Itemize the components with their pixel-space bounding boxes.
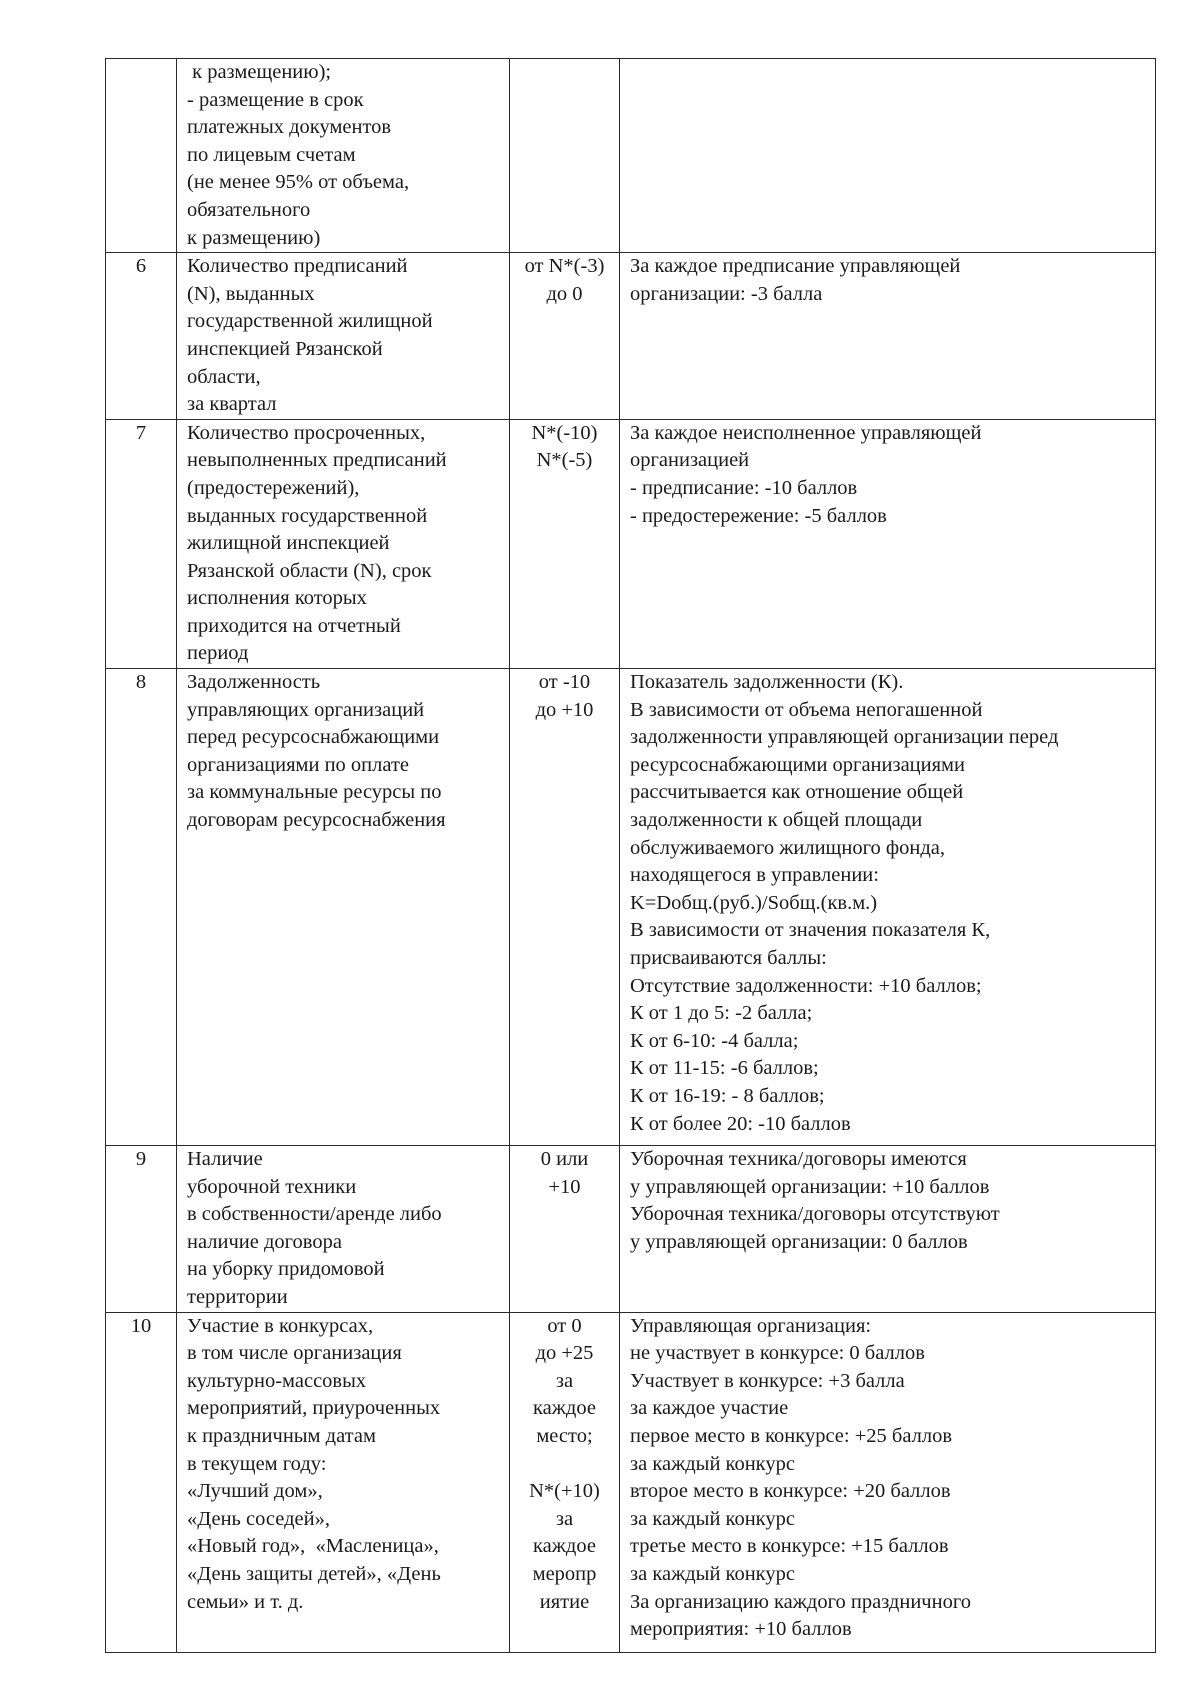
cell-line: от -10: [538, 671, 591, 694]
cell-line: мероприятий, приуроченных: [187, 1397, 441, 1420]
cell-line: Показатель задолженности (К).: [630, 671, 904, 694]
cell-line: за: [555, 1507, 574, 1530]
table-row: [106, 419, 1156, 668]
cell-line: в текущем году:: [187, 1452, 327, 1475]
cell-line: Количество предписаний: [187, 255, 408, 278]
cell-line: меропр: [532, 1562, 597, 1585]
table-row: [106, 59, 1156, 253]
cell-line: исполнения которых: [187, 587, 367, 610]
cell-line: платежных документов: [187, 116, 392, 139]
cell-line: рассчитывается как отношение общей: [630, 781, 964, 804]
criterion-name: [177, 59, 510, 253]
cell-line: К от 6-10: -4 балла;: [630, 1029, 799, 1052]
cell-line: «Новый год», «Масленица»,: [187, 1535, 439, 1558]
cell-line: от N*(-3): [524, 255, 605, 278]
cell-line: по лицевым счетам: [187, 143, 356, 166]
cell-line: - размещение в срок: [187, 88, 364, 111]
cell-line: период: [187, 642, 249, 665]
cell-line: «Лучший дом»,: [187, 1480, 323, 1503]
cell-line: Отсутствие задолженности: +10 баллов;: [630, 974, 982, 997]
cell-line: на уборку придомовой: [187, 1258, 385, 1281]
cell-line: невыполненных предписаний: [187, 449, 447, 472]
criterion-description: [620, 59, 1156, 253]
cell-line: организациями по оплате: [187, 753, 410, 776]
cell-line: территории: [187, 1286, 288, 1309]
cell-line: от 0: [547, 1314, 582, 1337]
cell-line: (N), выданных: [187, 282, 315, 305]
cell-line: третье место в конкурсе: +15 баллов: [630, 1535, 949, 1558]
criterion-description: [620, 419, 1156, 668]
cell-line: мероприятия: +10 баллов: [630, 1618, 852, 1641]
cell-line: наличие договора: [187, 1230, 342, 1253]
cell-line: каждое: [533, 1397, 596, 1420]
cell-line: до +25: [535, 1342, 594, 1365]
cell-line: Участие в конкурсах,: [187, 1314, 374, 1337]
cell-line: обслуживаемого жилищного фонда,: [630, 836, 945, 859]
cell-line: В зависимости от объема непогашенной: [630, 698, 983, 721]
cell-line: к размещению);: [187, 61, 332, 83]
table-row: [106, 669, 1156, 1146]
cell-line: за квартал: [187, 393, 277, 416]
cell-line: N*(+10): [529, 1480, 600, 1503]
cell-line: задолженности управляющей организации перед: [630, 726, 1059, 749]
cell-line: Участвует в конкурсе: +3 балла: [630, 1369, 905, 1392]
cell-line: у управляющей организации: +10 баллов: [630, 1175, 990, 1198]
cell-line: уборочной техники: [187, 1175, 357, 1198]
cell-line: В зависимости от значения показателя К,: [630, 919, 991, 942]
cell-line: - предписание: -10 баллов: [630, 476, 858, 499]
cell-line: не участвует в конкурсе: 0 баллов: [630, 1342, 925, 1365]
cell-line: Рязанской области (N), срок: [187, 559, 432, 582]
cell-line: N*(-5): [536, 449, 593, 472]
criterion-description: [620, 669, 1156, 1146]
criterion-name: [177, 1312, 510, 1652]
cell-line: (предостережений),: [187, 476, 360, 499]
cell-line: Количество просроченных,: [187, 421, 426, 444]
cell-line: +10: [548, 1175, 581, 1198]
cell-line: Задолженность: [187, 671, 321, 694]
criterion-score: [510, 1146, 620, 1313]
cell-line: организации: -3 балла: [630, 282, 823, 305]
cell-line: за коммунальные ресурсы по: [187, 781, 442, 804]
cell-line: К от более 20: -10 баллов: [630, 1112, 851, 1135]
cell-line: Уборочная техника/договоры отсутствуют: [630, 1203, 1000, 1226]
cell-line: Уборочная техника/договоры имеются: [630, 1148, 967, 1171]
criterion-description: [620, 253, 1156, 420]
cell-line: За каждое предписание управляющей: [630, 255, 961, 278]
cell-line: иятие: [539, 1590, 590, 1613]
cell-line: в том числе организация: [187, 1342, 402, 1365]
criterion-score: [510, 253, 620, 420]
cell-line: задолженности к общей площади: [630, 809, 923, 832]
criterion-description: [620, 1312, 1156, 1652]
cell-line: к размещению): [187, 226, 321, 249]
cell-line: у управляющей организации: 0 баллов: [630, 1230, 968, 1253]
criterion-name: [177, 669, 510, 1146]
criterion-score: [510, 669, 620, 1146]
cell-line: государственной жилищной: [187, 310, 433, 333]
cell-line: управляющих организаций: [187, 698, 425, 721]
criterion-name: [177, 1146, 510, 1313]
criterion-name: [177, 419, 510, 668]
table-row: [106, 253, 1156, 420]
criteria-table: [105, 58, 1156, 1653]
cell-line: инспекцией Рязанской: [187, 337, 383, 360]
cell-line: первое место в конкурсе: +25 баллов: [630, 1425, 952, 1447]
cell-line: за каждый конкурс: [630, 1562, 795, 1585]
cell-line: Управляющая организация:: [630, 1314, 872, 1337]
cell-line: ресурсоснабжающими организациями: [630, 753, 965, 776]
cell-line: [512, 1451, 617, 1479]
criterion-score: [510, 419, 620, 668]
cell-line: Наличие: [187, 1148, 263, 1171]
cell-line: организацией: [630, 449, 750, 472]
cell-line: за каждый конкурс: [630, 1452, 795, 1475]
table-row: [106, 1312, 1156, 1652]
cell-line: приходится на отчетный: [187, 614, 401, 637]
row-number: 6: [106, 253, 177, 420]
row-number: [106, 59, 177, 253]
cell-line: за каждое участие: [630, 1397, 789, 1420]
criterion-score: [510, 1312, 620, 1652]
cell-line: в собственности/аренде либо: [187, 1203, 442, 1226]
cell-line: (не менее 95% от объема,: [187, 171, 410, 194]
cell-line: K=Dобщ.(руб.)/Sобщ.(кв.м.): [630, 891, 878, 914]
cell-line: место;: [536, 1425, 593, 1447]
cell-line: выданных государственной: [187, 504, 428, 527]
cell-line: 0 или: [540, 1148, 589, 1171]
criteria-table-body: [106, 59, 1156, 1653]
cell-line: за каждый конкурс: [630, 1507, 795, 1530]
cell-line: находящегося в управлении:: [630, 864, 879, 887]
row-number: 10: [106, 1312, 177, 1652]
row-number: 9: [106, 1146, 177, 1313]
cell-line: обязательного: [187, 198, 311, 221]
cell-line: За каждое неисполненное управляющей: [630, 421, 982, 444]
criterion-name: [177, 253, 510, 420]
cell-line: до 0: [546, 282, 583, 305]
cell-line: семьи» и т. д.: [187, 1590, 304, 1613]
cell-line: перед ресурсоснабжающими: [187, 726, 440, 749]
cell-line: культурно-массовых: [187, 1369, 367, 1392]
cell-line: - предостережение: -5 баллов: [630, 504, 887, 527]
criterion-score: [510, 59, 620, 253]
cell-line: присваиваются баллы:: [630, 947, 827, 969]
cell-line: договорам ресурсоснабжения: [187, 809, 446, 832]
row-number: 7: [106, 419, 177, 668]
cell-line: к праздничным датам: [187, 1425, 376, 1447]
cell-line: За организацию каждого праздничного: [630, 1590, 971, 1613]
criterion-description: [620, 1146, 1156, 1313]
cell-line: «День защиты детей», «День: [187, 1562, 441, 1585]
row-number: 8: [106, 669, 177, 1146]
cell-line: N*(-10): [531, 421, 598, 444]
cell-line: «День соседей»,: [187, 1507, 330, 1530]
cell-line: К от 1 до 5: -2 балла;: [630, 1002, 813, 1025]
cell-line: жилищной инспекцией: [187, 532, 390, 555]
cell-line: К от 16-19: - 8 баллов;: [630, 1084, 825, 1107]
cell-line: до +10: [535, 698, 594, 721]
cell-line: второе место в конкурсе: +20 баллов: [630, 1480, 951, 1503]
cell-line: каждое: [533, 1535, 596, 1558]
cell-line: области,: [187, 365, 261, 388]
cell-line: К от 11-15: -6 баллов;: [630, 1057, 819, 1080]
cell-line: за: [555, 1369, 574, 1392]
table-row: [106, 1146, 1156, 1313]
